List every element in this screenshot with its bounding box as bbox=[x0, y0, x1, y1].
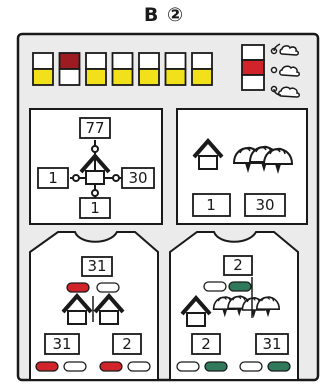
cross-right-value: 30 bbox=[128, 169, 148, 187]
red-pill bbox=[36, 362, 58, 371]
green-pill bbox=[205, 362, 227, 371]
green-pill bbox=[229, 282, 251, 291]
white-pill bbox=[64, 362, 86, 371]
houses-left-value: 1 bbox=[206, 196, 216, 214]
day-box bbox=[33, 53, 53, 85]
shirt-left-top-value: 31 bbox=[87, 257, 107, 275]
day-box bbox=[192, 53, 212, 85]
weather-icons bbox=[272, 44, 300, 97]
title-letter: B bbox=[143, 4, 160, 26]
houses-right-value: 30 bbox=[255, 196, 275, 214]
cross-left-value: 1 bbox=[48, 169, 58, 187]
white-pill bbox=[240, 362, 262, 371]
day-boxes bbox=[33, 53, 212, 85]
white-pill bbox=[177, 362, 199, 371]
shirt-left bbox=[30, 232, 158, 380]
day-box bbox=[60, 53, 80, 85]
cross-bottom-value: 1 bbox=[90, 199, 100, 217]
shirt-right-top-value: 2 bbox=[233, 256, 243, 274]
white-pill bbox=[97, 283, 119, 292]
white-pill bbox=[128, 362, 150, 371]
white-pill bbox=[204, 282, 226, 291]
cross-top-value: 77 bbox=[85, 119, 105, 137]
shirt-left-left-value: 31 bbox=[52, 335, 72, 353]
season-segment bbox=[242, 45, 264, 60]
season-segment bbox=[242, 60, 264, 75]
title-circled-number: ② bbox=[167, 4, 185, 26]
shirt-right-left-value: 2 bbox=[201, 335, 211, 353]
day-box bbox=[86, 53, 106, 85]
red-pill bbox=[100, 362, 122, 371]
season-segment bbox=[242, 75, 264, 90]
shirt-right-right-value: 31 bbox=[262, 335, 282, 353]
shirt-left-right-value: 2 bbox=[122, 335, 132, 353]
green-pill bbox=[268, 362, 290, 371]
day-box bbox=[139, 53, 159, 85]
season-indicator bbox=[242, 45, 264, 90]
day-box bbox=[166, 53, 186, 85]
day-box bbox=[113, 53, 133, 85]
red-pill bbox=[67, 283, 89, 292]
